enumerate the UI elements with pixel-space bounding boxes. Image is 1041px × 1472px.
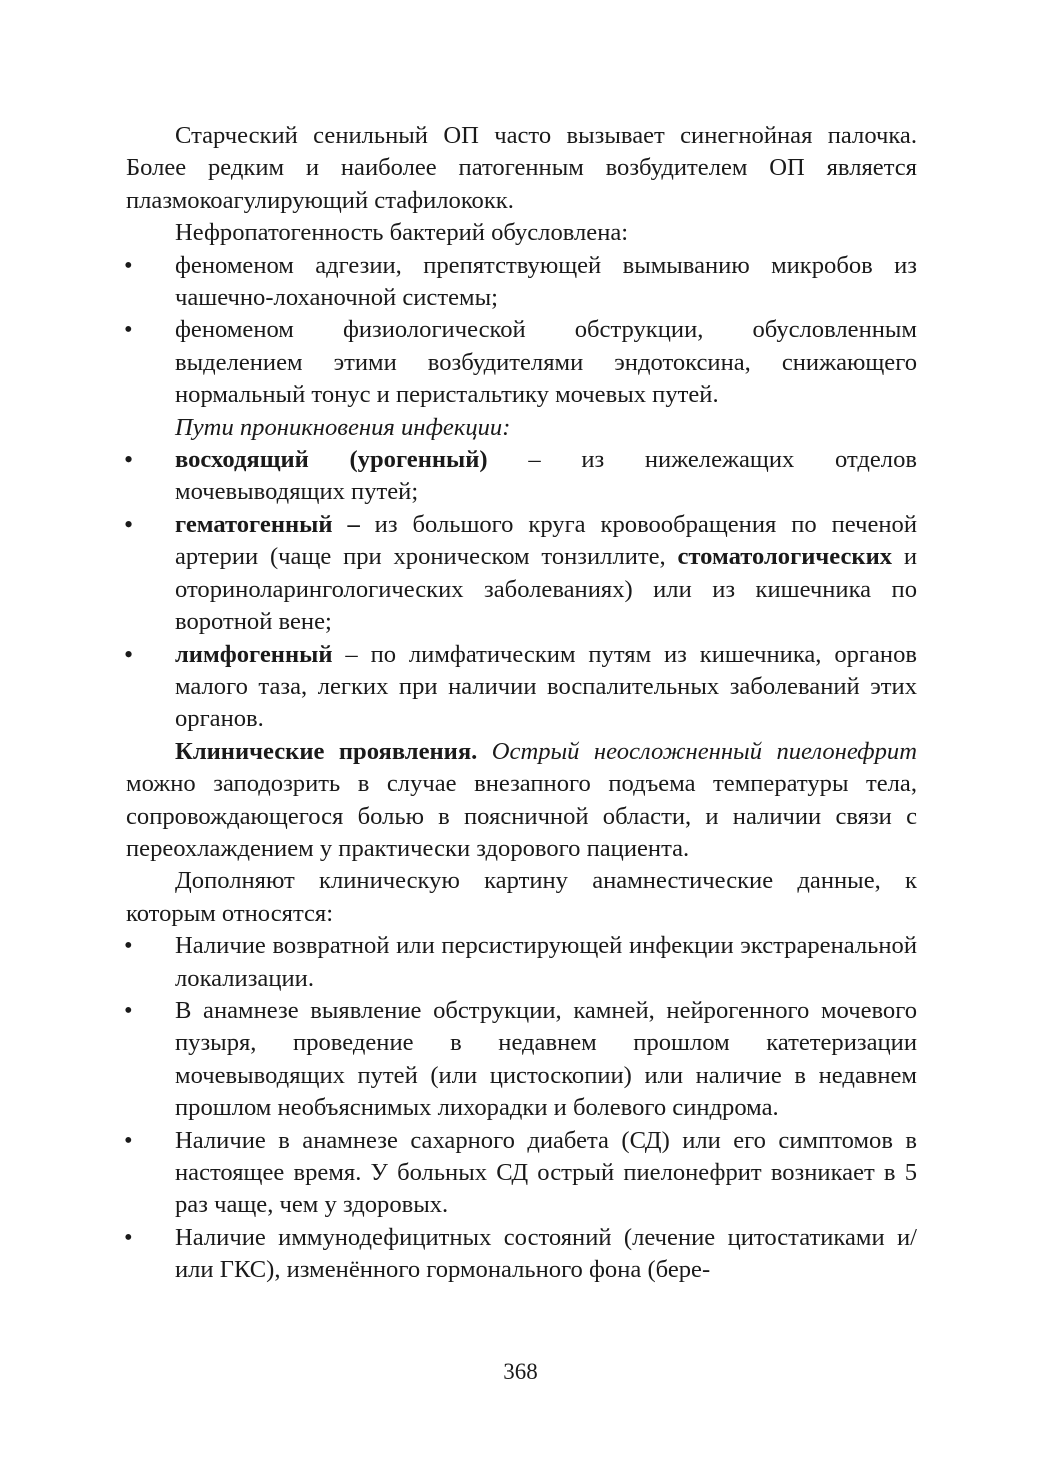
paragraph-anamnesis: Дополняют клиническую картину анамнестические данные, к которым относятся: xyxy=(126,867,917,927)
route-term: восходящий (урогенный) xyxy=(175,446,488,474)
route-emphasis: стоматологических xyxy=(677,543,893,571)
bullet-icon: • xyxy=(124,251,133,279)
route-description: из большого круга кровообращения по печеной артерии (чаще при хроническом тонзиллите, xyxy=(175,510,917,571)
list-item-text: Наличие в анамнезе сахарного диабета (СД) или его симптомов в настоящее время. У больных СД острый пиелонефрит возникает в 5 раз чаще, чем у здоровых. xyxy=(175,1126,917,1219)
route-description-continued: и оториноларингологических заболеваниях) или из кишечника по воротной вене; xyxy=(175,543,918,636)
list-item xyxy=(126,639,917,736)
paragraph-pathogens: Старческий сенильный ОП часто вызывает синегнойная палочка. Более редким и наиболее патогенным возбудителем ОП является плазмокоагулирующий стафилококк. xyxy=(126,122,917,214)
clinical-text: можно заподозрить в случае внезапного подъема температуры тела, сопровождающегося болью в поясничной области, и наличии связи с переохлаждением у практически здорового пациента. xyxy=(126,770,917,862)
list-item-text: феноменом адгезии, препятствующей вымыванию микробов из чашечно-лоханочной системы; xyxy=(175,251,917,312)
list-item-text: Наличие иммунодефицитных состояний (лечение цитостатиками и/или ГКС), изменённого гормонального фона (бере- xyxy=(175,1223,917,1284)
bullet-icon: • xyxy=(124,316,133,344)
clinical-term: Острый неосложненный пиелонефрит xyxy=(491,737,917,765)
list-item-text: феноменом физиологической обструкции, обусловленным выделением этими возбудителями эндотоксина, снижающего нормальный тонус и перистальтику мочевых путей. xyxy=(175,316,917,409)
bullet-icon: • xyxy=(124,1126,133,1154)
list-item xyxy=(126,250,917,315)
routes-heading: Пути проникновения инфекции: xyxy=(175,413,511,441)
bullet-icon: • xyxy=(124,509,134,539)
list-item xyxy=(126,930,917,995)
clinical-heading: Клинические проявления. xyxy=(175,737,478,765)
list-item-text: Наличие возвратной или персистирующей инфекции экстраренальной локализации. xyxy=(175,932,917,992)
bullet-icon: • xyxy=(124,996,133,1024)
route-description: – по лимфатическим путям из кишечника, органов малого таза, легких при наличии воспалительных заболеваний этих органов. xyxy=(175,640,917,733)
route-description: – из нижележащих отделов мочевыводящих путей; xyxy=(175,446,917,506)
list-item xyxy=(126,1125,917,1222)
route-term: гематогенный – xyxy=(175,510,360,538)
bullet-icon: • xyxy=(124,445,134,475)
bullet-icon: • xyxy=(124,639,134,669)
bullet-icon: • xyxy=(124,932,133,960)
route-term: лимфогенный xyxy=(175,640,333,668)
list-item xyxy=(126,444,917,509)
paragraph-clinical xyxy=(126,736,917,866)
bullet-icon: • xyxy=(124,1223,133,1251)
list-item xyxy=(126,509,917,639)
page-body xyxy=(126,120,917,1287)
page-number: 368 xyxy=(503,1359,538,1384)
list-item-text: В анамнезе выявление обструкции, камней, нейрогенного мочевого пузыря, проведение в недавнем прошлом катетеризации мочевыводящих путей (или цистоскопии) или наличие в недавнем прошлом необъяснимых лихорадки и болевого синдрома. xyxy=(175,996,917,1122)
list-item xyxy=(126,1222,917,1287)
list-item xyxy=(126,995,917,1125)
paragraph-nephropathogenicity: Нефропатогенность бактерий обусловлена: xyxy=(175,219,629,247)
list-item xyxy=(126,314,917,411)
